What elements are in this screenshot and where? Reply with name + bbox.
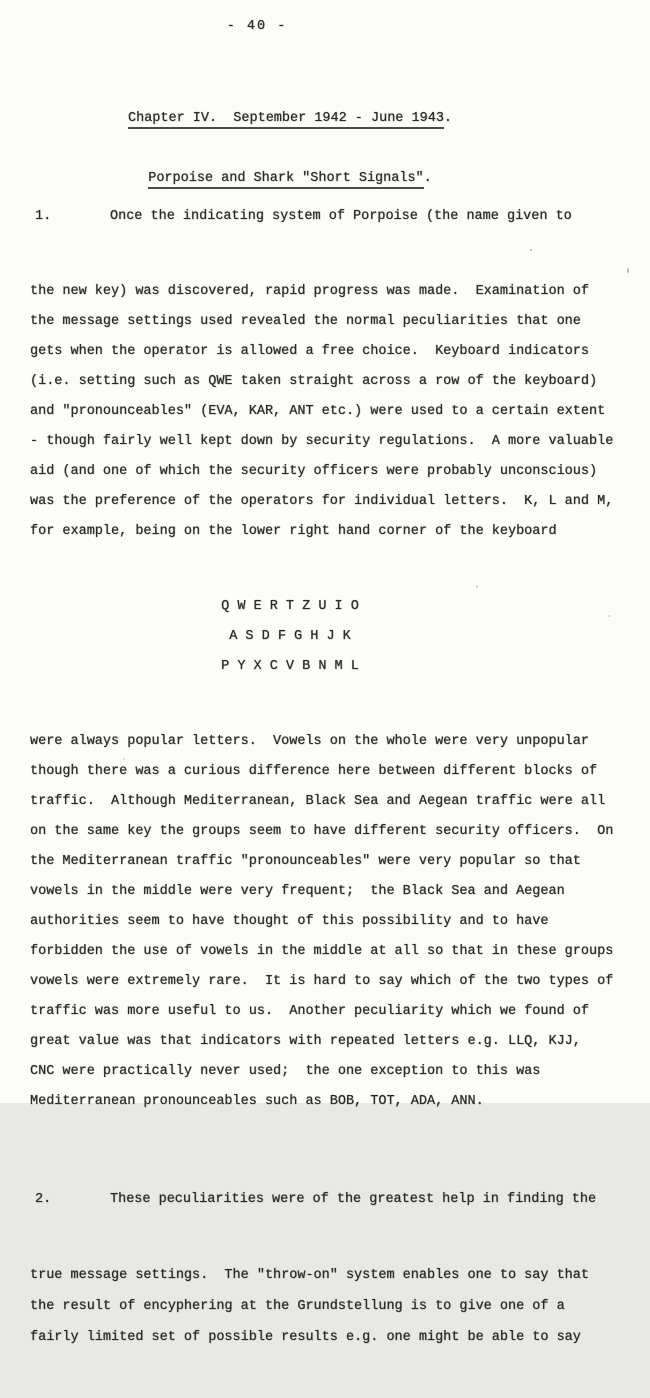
- paragraph-2-first-line: [30, 1184, 630, 1215]
- chapter-title: [0, 109, 580, 128]
- scan-speckle: [627, 268, 629, 273]
- paragraph-1-first-line: [30, 202, 630, 232]
- scan-speckle: [476, 585, 478, 588]
- text-line: authorities seem to have thought of this possibility and to have: [30, 914, 549, 929]
- text-line: for example, being on the lower right hand corner of the keyboard: [30, 524, 557, 539]
- text-line: Mediterranean pronounceables such as BOB, TOT, ADA, ANN.: [30, 1094, 484, 1109]
- scan-speckle: [608, 615, 611, 617]
- text-line: fairly limited set of possible results e.g. one might be able to say: [30, 1330, 581, 1345]
- paragraph-2-number: 2.: [35, 1192, 52, 1207]
- text-line: traffic was more useful to us. Another peculiarity which we found of: [30, 1004, 589, 1019]
- text-line: vowels in the middle were very frequent; the Black Sea and Aegean: [30, 884, 565, 899]
- paragraph-1-first-line-text: Once the indicating system of Porpoise (the name given to: [110, 209, 572, 224]
- text-line: (i.e. setting such as QWE taken straight across a row of the keyboard): [30, 374, 598, 389]
- paragraph-1-lines-continued: [30, 727, 630, 1117]
- text-line: was the preference of the operators for individual letters. K, L and M,: [30, 494, 614, 509]
- text-line: on the same key the groups seem to have different security officers. On: [30, 824, 614, 839]
- scan-speckle: [530, 249, 532, 251]
- text-line: the result of encyphering at the Grundstellung is to give one of a: [30, 1299, 565, 1314]
- text-line: though there was a curious difference here between different blocks of: [30, 764, 598, 779]
- text-line: traffic. Although Mediterranean, Black Sea and Aegean traffic were all: [30, 794, 606, 809]
- text-line: great value was that indicators with repeated letters e.g. LLQ, KJJ,: [30, 1034, 581, 1049]
- text-line: gets when the operator is allowed a free choice. Keyboard indicators: [30, 344, 589, 359]
- text-line: forbidden the use of vowels in the middle at all so that in these groups: [30, 944, 614, 959]
- text-line: the message settings used revealed the normal peculiarities that one: [30, 314, 581, 329]
- paragraph-1-lines: [30, 277, 630, 547]
- keyboard-diagram: [30, 592, 630, 682]
- chapter-subtitle-text: Porpoise and Shark "Short Signals": [148, 171, 423, 189]
- paragraph-2-first-line-text: These peculiarities were of the greatest help in finding the: [110, 1192, 597, 1207]
- text-line: the new key) was discovered, rapid progress was made. Examination of: [30, 284, 589, 299]
- text-line: aid (and one of which the security officers were probably unconscious): [30, 464, 598, 479]
- text-line: were always popular letters. Vowels on the whole were very unpopular: [30, 734, 589, 749]
- chapter-title-period: .: [443, 111, 453, 126]
- keyboard-row: P Y X C V B N M L: [221, 659, 359, 674]
- keyboard-row: A S D F G H J K: [229, 629, 351, 644]
- text-line: vowels were extremely rare. It is hard to say which of the two types of: [30, 974, 614, 989]
- page-number: - 40 -: [226, 19, 288, 34]
- paragraph-2-lines: [30, 1260, 630, 1353]
- text-line: true message settings. The "throw-on" system enables one to say that: [30, 1268, 589, 1283]
- scan-speckle: [123, 758, 125, 760]
- text-line: CNC were practically never used; the one exception to this was: [30, 1064, 541, 1079]
- text-line: and "pronounceables" (EVA, KAR, ANT etc.) were used to a certain extent: [30, 404, 606, 419]
- text-line: the Mediterranean traffic "pronounceables" were very popular so that: [30, 854, 581, 869]
- paragraph-1-number: 1.: [35, 209, 52, 224]
- chapter-subtitle-period: .: [423, 171, 432, 186]
- document-body: [30, 157, 630, 1398]
- keyboard-row: Q W E R T Z U I O: [221, 599, 359, 614]
- text-line: - though fairly well kept down by security regulations. A more valuable: [30, 434, 614, 449]
- chapter-title-text: Chapter IV. September 1942 - June 1943: [128, 111, 444, 129]
